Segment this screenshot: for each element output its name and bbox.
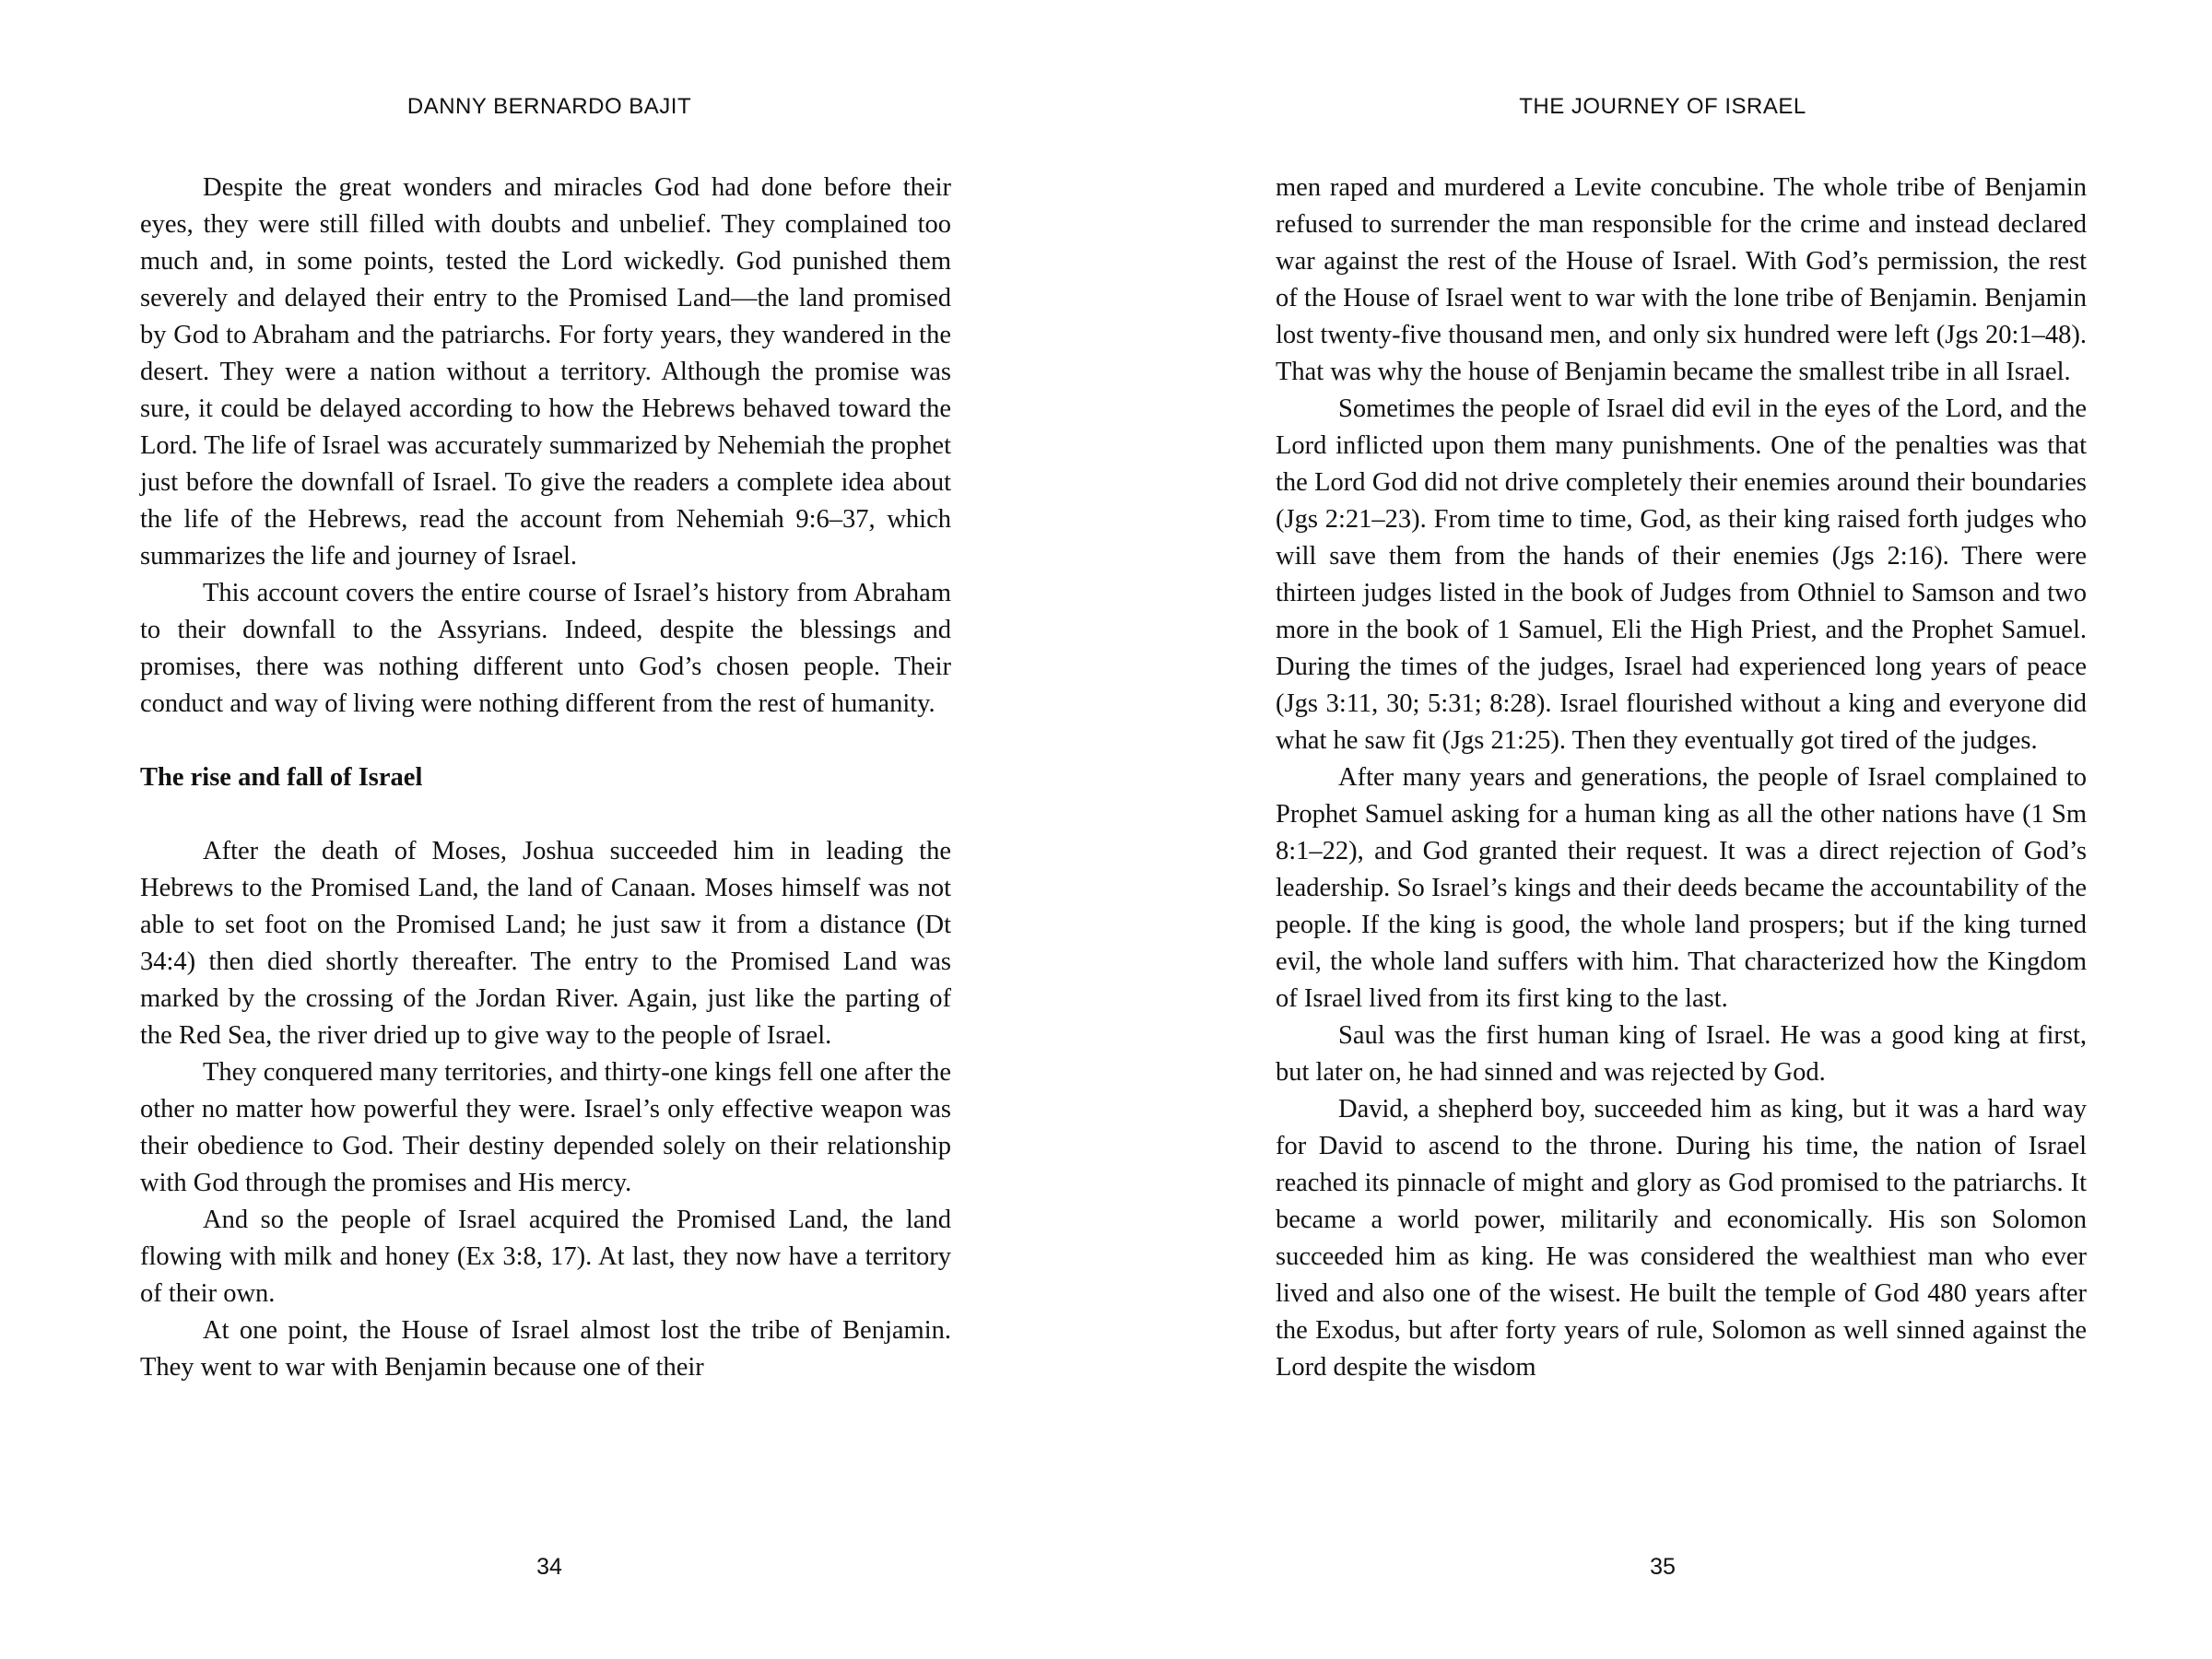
section-heading: The rise and fall of Israel [140, 763, 423, 792]
right-body-text [1276, 170, 2087, 1386]
paragraph: And so the people of Israel acquired the Promised Land, the land flowing with milk and honey (Ex 3:8, 17). At last, they now have a territory of their own. [140, 1206, 951, 1308]
running-head-author: DANNY BERNARDO BAJIT [406, 94, 692, 119]
continued-paragraph: men raped and murdered a Levite concubine. The whole tribe of Benjamin refused to surrender the man responsible for the crime and instead declared war against the rest of the House of Israel. With God’s permission, the rest of the House of Israel went to war with the lone tribe of Benjamin. Benjamin lost twenty-five thousand men, and only six hundred were left (Jgs 20:1–48). That was why the house of Benjamin became the smallest tribe in all Israel. [1276, 173, 2087, 386]
paragraph: After the death of Moses, Joshua succeeded him in leading the Hebrews to the Promised Land, the land of Canaan. Moses himself was not able to set foot on the Promised Land; he just saw it from a distance (Dt 34:4) then died shortly thereafter. The entry to the Promised Land was marked by the crossing of the Jordan River. Again, just like the parting of the Red Sea, the river dried up to give way to the people of Israel. [140, 837, 951, 1050]
paragraph: Despite the great wonders and miracles God had done before their eyes, they were still filled with doubts and unbelief. They complained too much and, in some points, tested the Lord wickedly. God punished them severely and delayed their entry to the Promised Land—the land promised by God to Abraham and the patriarchs. For forty years, they wandered in the desert. They were a nation without a territory. Although the promise was sure, it could be delayed according to how the Hebrews behaved toward the Lord. The life of Israel was accurately summarized by Nehemiah the prophet just before the downfall of Israel. To give the readers a complete idea about the life of the Hebrews, read the account from Nehemiah 9:6–37, which summarizes the life and journey of Israel. [140, 173, 951, 571]
page-number: 35 [1650, 1554, 1676, 1580]
paragraph: At one point, the House of Israel almost lost the tribe of Benjamin. They went to war with Benjamin because one of their [140, 1316, 951, 1382]
paragraph: David, a shepherd boy, succeeded him as king, but it was a hard way for David to ascend to the throne. During his time, the nation of Israel reached its pinnacle of might and glory as God promised to the patriarchs. It became a world power, militarily and economically. His son Solomon succeeded him as king. He was considered the wealthiest man who ever lived and also one of the wisest. He built the temple of God 480 years after the Exodus, but after forty years of rule, Solomon as well sinned against the Lord despite the wisdom [1276, 1095, 2087, 1382]
paragraph: After many years and generations, the people of Israel complained to Prophet Samuel asking for a human king as all the other nations have (1 Sm 8:1–22), and God granted their request. It was a direct rejection of God’s leadership. So Israel’s kings and their deeds became the accountability of the people. If the king is good, the whole land prospers; but if the king turned evil, the whole land suffers with him. That characterized how the Kingdom of Israel lived from its first king to the last. [1276, 763, 2087, 1013]
right-page [1106, 0, 2212, 1659]
paragraph: Sometimes the people of Israel did evil in the eyes of the Lord, and the Lord inflicted upon them many punishments. One of the penalties was that the Lord God did not drive completely their enemies around their boundaries (Jgs 2:21–23). From time to time, God, as their king raised forth judges who will save them from the hands of their enemies (Jgs 2:16). There were thirteen judges listed in the book of Judges from Othniel to Samson and two more in the book of 1 Samuel, Eli the High Priest, and the Prophet Samuel. During the times of the judges, Israel had experienced long years of peace (Jgs 3:11, 30; 5:31; 8:28). Israel flourished without a king and everyone did what he saw fit (Jgs 21:25). Then they eventually got tired of the judges. [1276, 394, 2087, 755]
paragraph: They conquered many territories, and thirty-one kings fell one after the other no matter how powerful they were. Israel’s only effective weapon was their obedience to God. Their destiny depended solely on their relationship with God through the promises and His mercy. [140, 1058, 951, 1197]
running-head-title: THE JOURNEY OF ISRAEL [1519, 94, 1806, 119]
paragraph: Saul was the first human king of Israel. He was a good king at first, but later on, he had sinned and was rejected by God. [1276, 1021, 2087, 1087]
left-body-text [140, 170, 951, 1386]
page-number: 34 [536, 1554, 562, 1580]
paragraph: This account covers the entire course of Israel’s history from Abraham to their downfall to the Assyrians. Indeed, despite the blessings and promises, there was nothing different unto God’s chosen people. Their conduct and way of living were nothing different from the rest of humanity. [140, 579, 951, 718]
